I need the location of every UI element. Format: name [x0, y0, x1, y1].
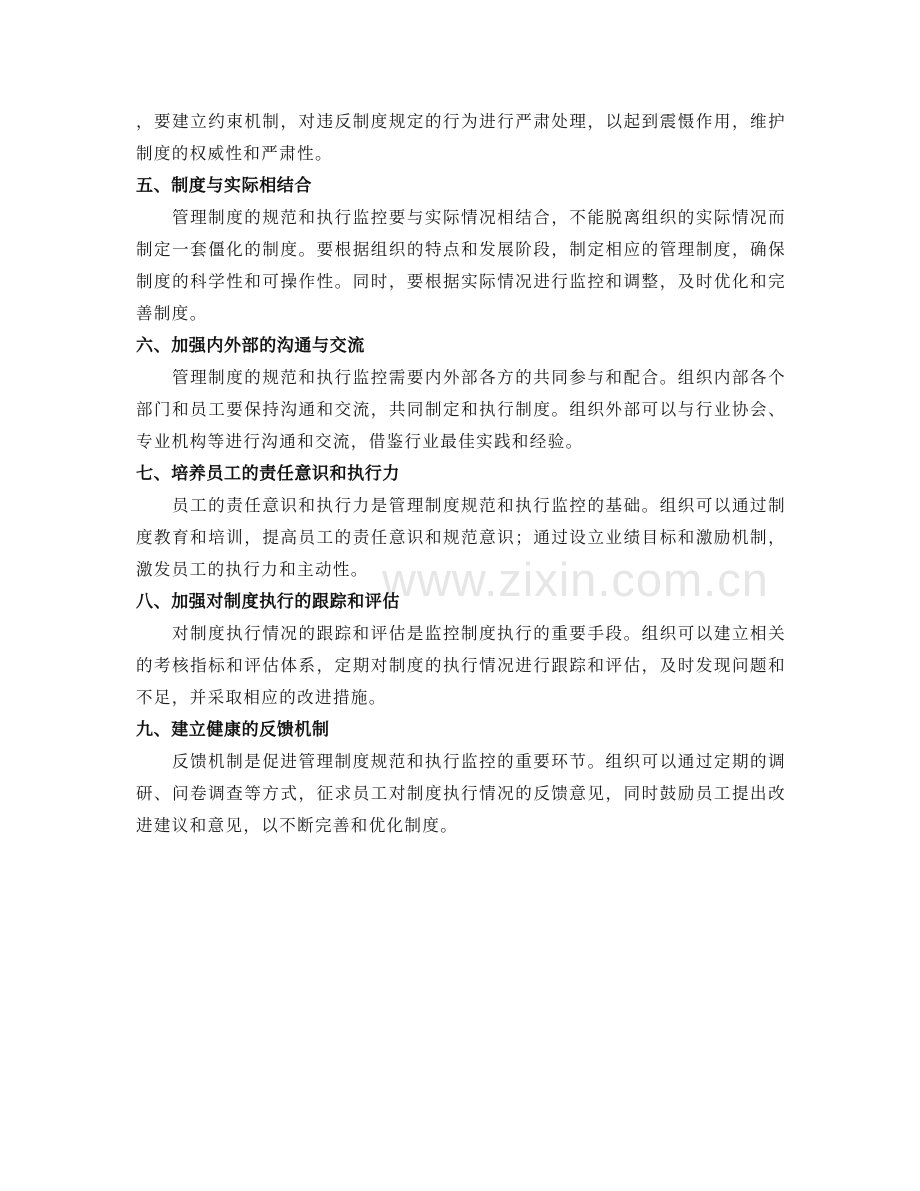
intro-paragraph: ，要建立约束机制，对违反制度规定的行为进行严肃处理，以起到震慑作用，维护制度的权威性和严肃性。 — [136, 112, 786, 163]
document-page — [136, 106, 786, 842]
section-6-heading: 六、加强内外部的沟通与交流 — [136, 336, 365, 356]
section-5-paragraph: 管理制度的规范和执行监控要与实际情况相结合，不能脱离组织的实际情况而制定一套僵化的制度。要根据组织的特点和发展阶段，制定相应的管理制度，确保制度的科学性和可操作性。同时，要根据实际情况进行监控和调整，及时优化和完善制度。 — [136, 208, 786, 323]
section-9-heading: 九、建立健康的反馈机制 — [136, 720, 330, 740]
section-7-paragraph: 员工的责任意识和执行力是管理制度规范和执行监控的基础。组织可以通过制度教育和培训，提高员工的责任意识和规范意识；通过设立业绩目标和激励机制，激发员工的执行力和主动性。 — [136, 496, 786, 579]
section-6-paragraph: 管理制度的规范和执行监控需要内外部各方的共同参与和配合。组织内部各个部门和员工要保持沟通和交流，共同制定和执行制度。组织外部可以与行业协会、专业机构等进行沟通和交流，借鉴行业最佳实践和经验。 — [136, 368, 786, 451]
section-8-paragraph: 对制度执行情况的跟踪和评估是监控制度执行的重要手段。组织可以建立相关的考核指标和评估体系，定期对制度的执行情况进行跟踪和评估，及时发现问题和不足，并采取相应的改进措施。 — [136, 624, 786, 707]
section-5-heading: 五、制度与实际相结合 — [136, 176, 312, 196]
section-8-heading: 八、加强对制度执行的跟踪和评估 — [136, 592, 400, 612]
section-9-paragraph: 反馈机制是促进管理制度规范和执行监控的重要环节。组织可以通过定期的调研、问卷调查等方式，征求员工对制度执行情况的反馈意见，同时鼓励员工提出改进建议和意见，以不断完善和优化制度。 — [136, 752, 786, 835]
watermark: www.zixin.com.cn — [382, 553, 769, 606]
section-7-heading: 七、培养员工的责任意识和执行力 — [136, 464, 400, 484]
